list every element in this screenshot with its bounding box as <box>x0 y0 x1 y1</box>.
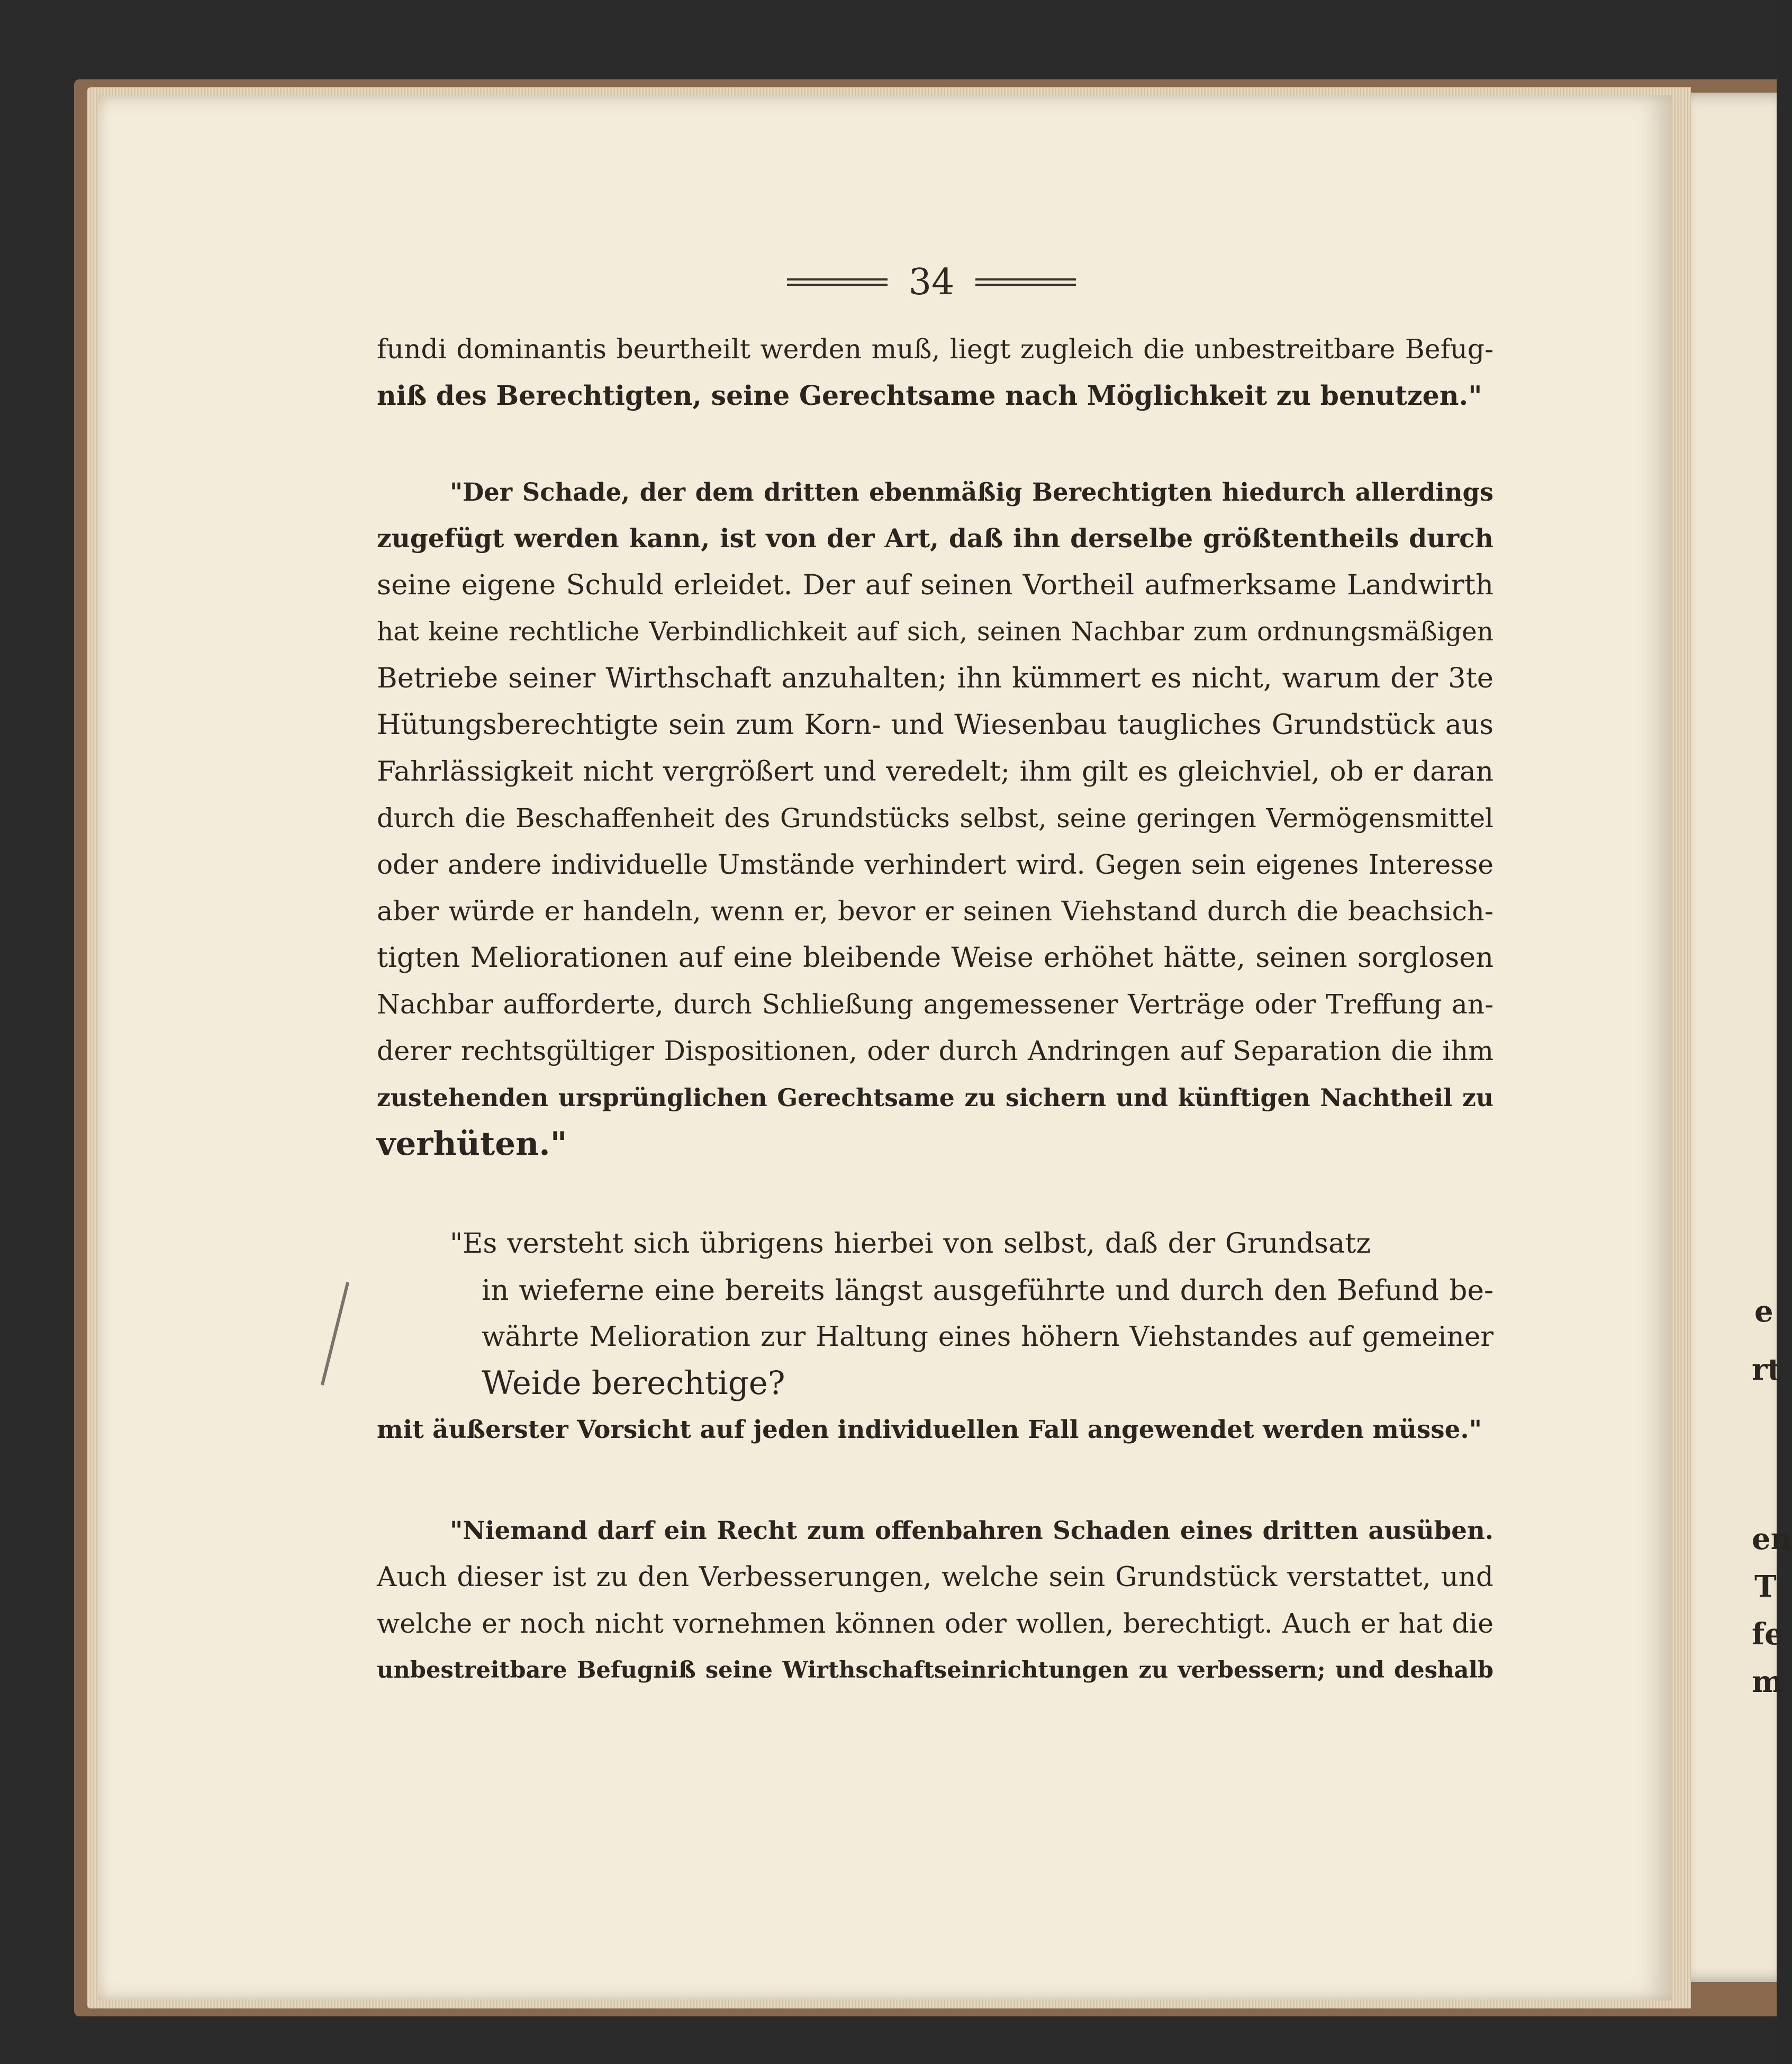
text-line: mit äußerster Vorsicht auf jeden individuellen Fall angewendet werden müsse." <box>377 1415 1482 1444</box>
facing-fragment: rt <box>1752 1352 1781 1387</box>
text-line: derer rechtsgültiger Dispositionen, oder durch Andringen auf Separation die ihm <box>377 1035 1494 1066</box>
text-line: welche er noch nicht vornehmen können oder wollen, berechtigt. Auch er hat die <box>377 1608 1494 1639</box>
text-line: "Niemand darf ein Recht zum offenbahren Schaden eines dritten ausüben. <box>450 1516 1494 1545</box>
text-line: Betriebe seiner Wirthschaft anzuhalten; ihn kümmert es nicht, warum der 3te <box>377 662 1494 694</box>
text-line: "Der Schade, der dem dritten ebenmäßig Berechtigten hiedurch allerdings <box>450 477 1494 506</box>
text-line: Weide berechtige? <box>482 1364 785 1402</box>
text-line: tigten Meliorationen auf eine bleibende Weise erhöhet hätte, seinen sorglosen <box>377 942 1494 974</box>
text-line: unbestreitbare Befugniß seine Wirthschaftseinrichtungen zu verbessern; und deshalb <box>377 1656 1494 1683</box>
text-line: Hütungsberechtigte sein zum Korn- und Wiesenbau taugliches Grundstück aus <box>377 709 1494 741</box>
facing-fragment: m <box>1752 1664 1784 1699</box>
text-line: fundi dominantis beurtheilt werden muß, liegt zugleich die unbestreitbare Befug- <box>377 333 1494 365</box>
page-header <box>773 253 1090 311</box>
text-line: aber würde er handeln, wenn er, bevor er seinen Viehstand durch die beachsich- <box>377 895 1494 927</box>
text-line: niß des Berechtigten, seine Gerechtsame nach Möglichkeit zu benutzen." <box>377 380 1482 411</box>
text-line: hat keine rechtliche Verbindlichkeit auf sich, seinen Nachbar zum ordnungsmäßigen <box>377 617 1494 647</box>
facing-fragment: T <box>1754 1569 1777 1604</box>
text-line: Auch dieser ist zu den Verbesserungen, welche sein Grundstück verstattet, und <box>377 1561 1494 1593</box>
header-rule-right <box>975 278 1076 286</box>
text-line: zustehenden ursprünglichen Gerechtsame zu sichern und künftigen Nachtheil zu <box>377 1083 1494 1112</box>
header-rule-left <box>787 278 888 286</box>
text-line: zugefügt werden kann, ist von der Art, daß ihn derselbe größtentheils durch <box>377 523 1494 554</box>
facing-fragment: e <box>1754 1294 1773 1329</box>
text-line: verhüten." <box>377 1125 567 1163</box>
text-line: seine eigene Schuld erleidet. Der auf seinen Vortheil aufmerksame Landwirth <box>377 569 1494 601</box>
facing-fragment: en <box>1752 1522 1792 1556</box>
text-line: Fahrlässigkeit nicht vergrößert und veredelt; ihm gilt es gleichviel, ob er daran <box>377 756 1494 787</box>
text-line: "Es versteht sich übrigens hierbei von selbst, daß der Grundsatz <box>450 1227 1371 1260</box>
text-line: oder andere individuelle Umstände verhindert wird. Gegen sein eigenes Interesse <box>377 849 1494 880</box>
text-line: in wieferne eine bereits längst ausgeführte und durch den Befund be- <box>482 1273 1494 1307</box>
page-number: 34 <box>908 261 955 303</box>
text-line: währte Melioration zur Haltung eines höhern Viehstandes auf gemeiner <box>482 1321 1494 1353</box>
text-line: Nachbar aufforderte, durch Schließung angemessener Verträge oder Treffung an- <box>377 989 1494 1020</box>
facing-fragment: fe <box>1752 1617 1784 1652</box>
text-line: durch die Beschaffenheit des Grundstücks selbst, seine geringen Vermögensmittel <box>377 803 1494 834</box>
